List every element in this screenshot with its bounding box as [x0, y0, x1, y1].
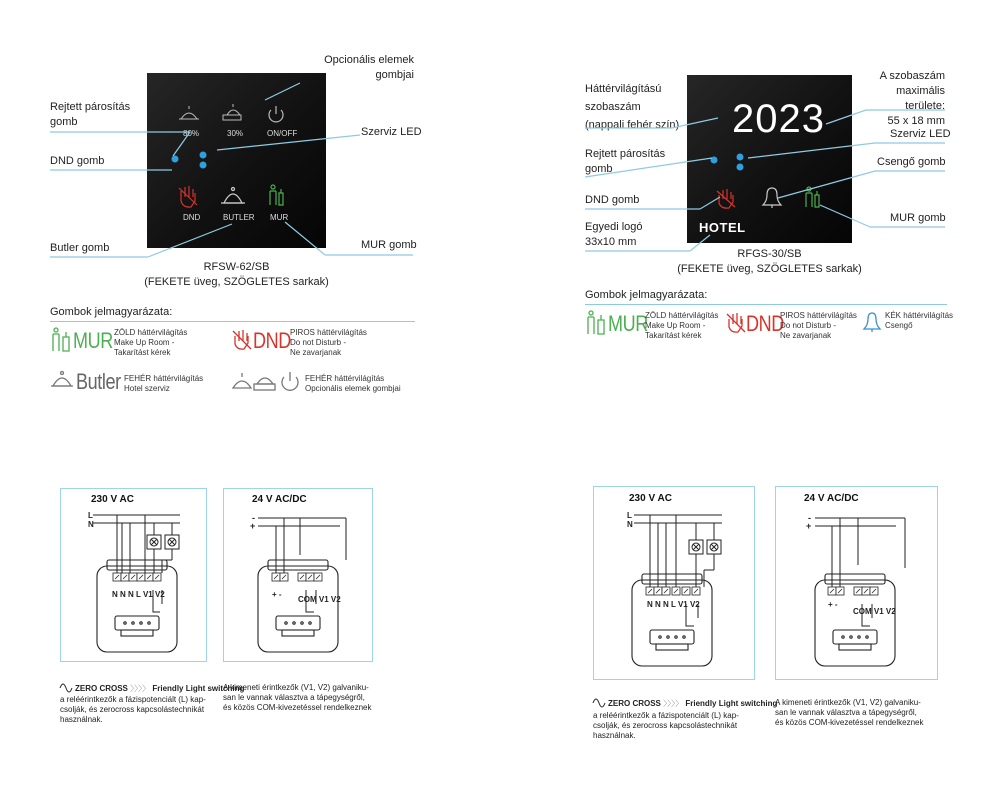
label-mur-button-r: MUR gomb	[890, 212, 946, 224]
ac-note-left: a reléérintkezők a fázispotenciált (L) kap- csolják, és zerocross kapcsolástechnikát használnak.	[60, 695, 206, 724]
label-hidden-pair: Rejtett párosítás gomb	[50, 101, 131, 128]
ac-note-right: a reléérintkezők a fázispotenciált (L) kap- csolják, és zerocross kapcsolástechnikát használnak.	[593, 711, 739, 740]
right-dc-minus: -	[808, 513, 811, 523]
right-dc-plus: +	[806, 521, 812, 531]
right-model: RFGS-30/SB	[737, 248, 802, 260]
right-ac-L: L	[627, 511, 632, 520]
legend-right-dnd-word: DND	[746, 311, 784, 336]
label-30: 30%	[227, 129, 244, 138]
chevrons: 〉〉〉〉	[663, 699, 684, 708]
legend-left-title: Gombok jelmagyarázata:	[50, 306, 173, 318]
room-number: 2023	[732, 97, 825, 141]
legend-left-mur-text: ZÖLD háttérvilágítás Make Up Room - Takarítást kérek	[114, 328, 188, 357]
label-hidden-pair-r: Rejtett párosítás gomb	[585, 148, 666, 175]
label-backlit-room: Háttérvilágítású szobaszám (nappali fehér szín)	[585, 83, 680, 131]
wiring-left-dc	[258, 518, 346, 652]
right-dc-terms: + -	[828, 600, 838, 609]
left-dc-minus: -	[252, 513, 255, 523]
wiring-right-ac	[632, 515, 722, 666]
chevrons: 〉〉〉〉	[130, 684, 151, 693]
legend-left-mur-word: MUR	[73, 328, 113, 353]
friendly-label: Friendly Light switching	[685, 699, 778, 708]
right-finish: (FEKETE üveg, SZÖGLETES sarkak)	[677, 263, 862, 275]
wiring-right-ac-title: 230 V AC	[629, 493, 672, 504]
left-model: RFSW-62/SB	[203, 261, 270, 273]
right-ac-N: N	[627, 520, 633, 529]
wiring-left-ac	[93, 515, 180, 652]
legend-right-dnd-text: PIROS háttérvilágítás Do not Disturb - Ne zavarjanak	[780, 311, 857, 340]
zero-cross-right	[608, 698, 777, 709]
dc-note-left: A kimeneti érintkezők (V1, V2) galvaniku- san le vannak választva a tápegységről, és közös COM-kivezetéssel rendelkeznek	[223, 683, 372, 712]
legend-right-mur-word: MUR	[608, 311, 648, 336]
right-dc-terms-2: COM V1 V2	[853, 607, 896, 616]
label-logo: Egyedi logó 33x10 mm	[585, 221, 643, 248]
zero-cross-left	[75, 683, 244, 694]
legend-right-mur-text: ZÖLD háttérvilágítás Make Up Room - Takarítást kérek	[645, 311, 719, 340]
legend-left-dnd-word: DND	[253, 328, 291, 353]
wiring-left-dc-title: 24 V AC/DC	[252, 494, 307, 505]
label-dnd-button: DND gomb	[50, 155, 105, 167]
zero-cross-label: ZERO CROSS	[75, 684, 128, 693]
hotel-logo: HOTEL	[699, 220, 746, 235]
sine-icon-left	[60, 684, 72, 692]
label-optional-buttons: Opcionális elemek gombjai	[324, 54, 414, 81]
left-ac-N: N	[88, 520, 94, 529]
label-butler: BUTLER	[223, 213, 255, 222]
sine-icon-right	[593, 699, 605, 707]
wiring-right-dc-title: 24 V AC/DC	[804, 493, 859, 504]
friendly-label: Friendly Light switching	[152, 684, 245, 693]
legend-left-butler-text: FEHÉR háttérvilágítás Hotel szerviz	[124, 374, 204, 393]
label-mur: MUR	[270, 213, 289, 222]
label-butler-button: Butler gomb	[50, 242, 110, 254]
left-dc-terms: + -	[272, 590, 282, 599]
label-service-led-r: Szerviz LED	[890, 128, 951, 140]
left-dc-terms-2: COM V1 V2	[298, 595, 341, 604]
label-onoff: ON/OFF	[267, 129, 298, 138]
label-bell-button: Csengő gomb	[877, 156, 946, 168]
legend-left-optional-text: FEHÉR háttérvilágítás Opcionális elemek gombjai	[305, 374, 401, 393]
right-ac-terms: N N N L V1 V2	[647, 600, 700, 609]
label-room-area: A szobaszám maximális területe: 55 x 18 mm	[879, 70, 945, 127]
wiring-right-dc	[815, 518, 905, 666]
legend-left-butler-word: Butler	[76, 369, 121, 394]
label-dnd: DND	[183, 213, 201, 222]
left-finish: (FEKETE üveg, SZÖGLETES sarkak)	[144, 276, 329, 288]
dc-note-right: A kimeneti érintkezők (V1, V2) galvaniku- san le vannak választva a tápegységről, és közös COM-kivezetéssel rendelkeznek	[775, 698, 924, 727]
legend-left-dnd-text: PIROS háttérvilágítás Do not Disturb - Ne zavarjanak	[290, 328, 367, 357]
left-ac-L: L	[88, 511, 93, 520]
label-80: 80%	[183, 129, 200, 138]
label-dnd-button-r: DND gomb	[585, 194, 640, 206]
legend-right-bell-text: KÉK háttérvilágítás Csengő	[885, 311, 954, 330]
left-dc-plus: +	[250, 521, 256, 531]
zero-cross-label: ZERO CROSS	[608, 699, 661, 708]
wiring-left-ac-title: 230 V AC	[91, 494, 134, 505]
label-service-led: Szerviz LED	[361, 126, 422, 138]
left-ac-terms: N N N L V1 V2	[112, 590, 165, 599]
label-mur-button: MUR gomb	[361, 239, 417, 251]
legend-right-title: Gombok jelmagyarázata:	[585, 289, 708, 301]
